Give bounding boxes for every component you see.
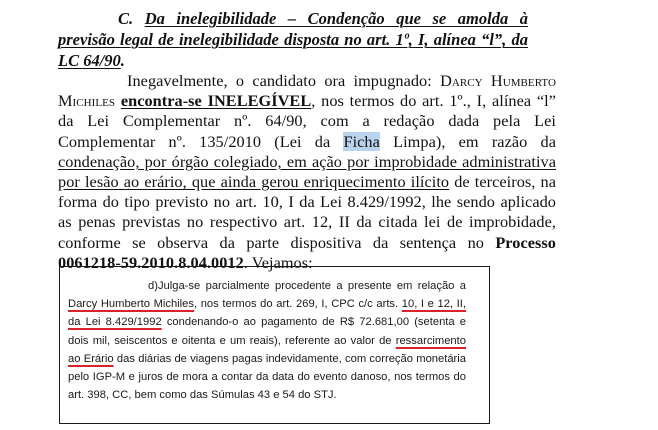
paragraph-text: , nos termos do art. 1º., I, alínea “l” da Lei Complementar nº. 64/90, com a redação dada pela Lei Complementar nº. 135/2010 (Lei da — [58, 91, 557, 151]
excerpt-text: condenando-o ao pagamento de R$ 72.681,00 (setenta e dois mil, seiscentos e oitenta e um reais), referente ao valor de — [68, 316, 466, 347]
excerpt-name-marked: Darcy Humberto Michiles — [68, 298, 194, 311]
process-number: Processo 0061218-59.2010.8.04.0012 — [58, 232, 556, 272]
paragraph-text: de terceiros, na forma do tipo previsto no art. 10, I da Lei 8.429/1992, lhe sendo aplicado as penas previstas no respectivo art. 12, II da citada lei de improbidade, conforme se observa da parte dispositiva da sentença no — [58, 172, 556, 252]
excerpt-text: das diárias de viagens pagas indevidamente, com correção monetária pelo IGP-M e juros de mora a contar da data do evento danoso, nos termos do art. 398, CC, bem como das Súmulas 43 e 54 do STJ. — [68, 352, 466, 402]
paragraph-text: Limpa), em razão da — [379, 131, 556, 151]
paragraph-text: Inegavelmente, o candidato ora impugnado: — [127, 71, 441, 90]
sentence-excerpt-text — [68, 277, 466, 404]
section-heading — [58, 8, 528, 71]
section-title: Da inelegibilidade – Condenção que se amolda à previsão legal de inelegibilidade disposta no art. 1º, I, alínea “l”, da LC 64/90 — [58, 9, 528, 70]
highlighted-word: Ficha — [343, 131, 380, 151]
excerpt-text: d)Julga-se parcialmente procedente a presente em relação a — [148, 280, 466, 292]
ineligible-emphasis: encontra-se INELEGÍVEL — [120, 91, 312, 111]
section-letter: C. — [118, 9, 145, 28]
excerpt-restitution-marked: ressarcimento ao Erário — [68, 334, 466, 365]
excerpt-text: , nos termos do art. 269, I, CPC c/c arts. — [193, 298, 402, 311]
condemnation-reason: condenação, por órgão colegiado, em ação por improbidade administrativa por lesão ao erário, que ainda gerou enriquecimento ilícito — [58, 151, 556, 192]
excerpt-articles-marked: 10, I e 12, II, da Lei 8.429/1992 — [68, 298, 466, 329]
sentence-excerpt-box — [59, 266, 490, 424]
candidate-name: Darcy Humberto Michiles — [58, 71, 556, 111]
paragraph-text: . Vejamos: — [243, 252, 313, 272]
body-paragraph — [58, 71, 556, 273]
section-title-period: . — [120, 51, 125, 70]
